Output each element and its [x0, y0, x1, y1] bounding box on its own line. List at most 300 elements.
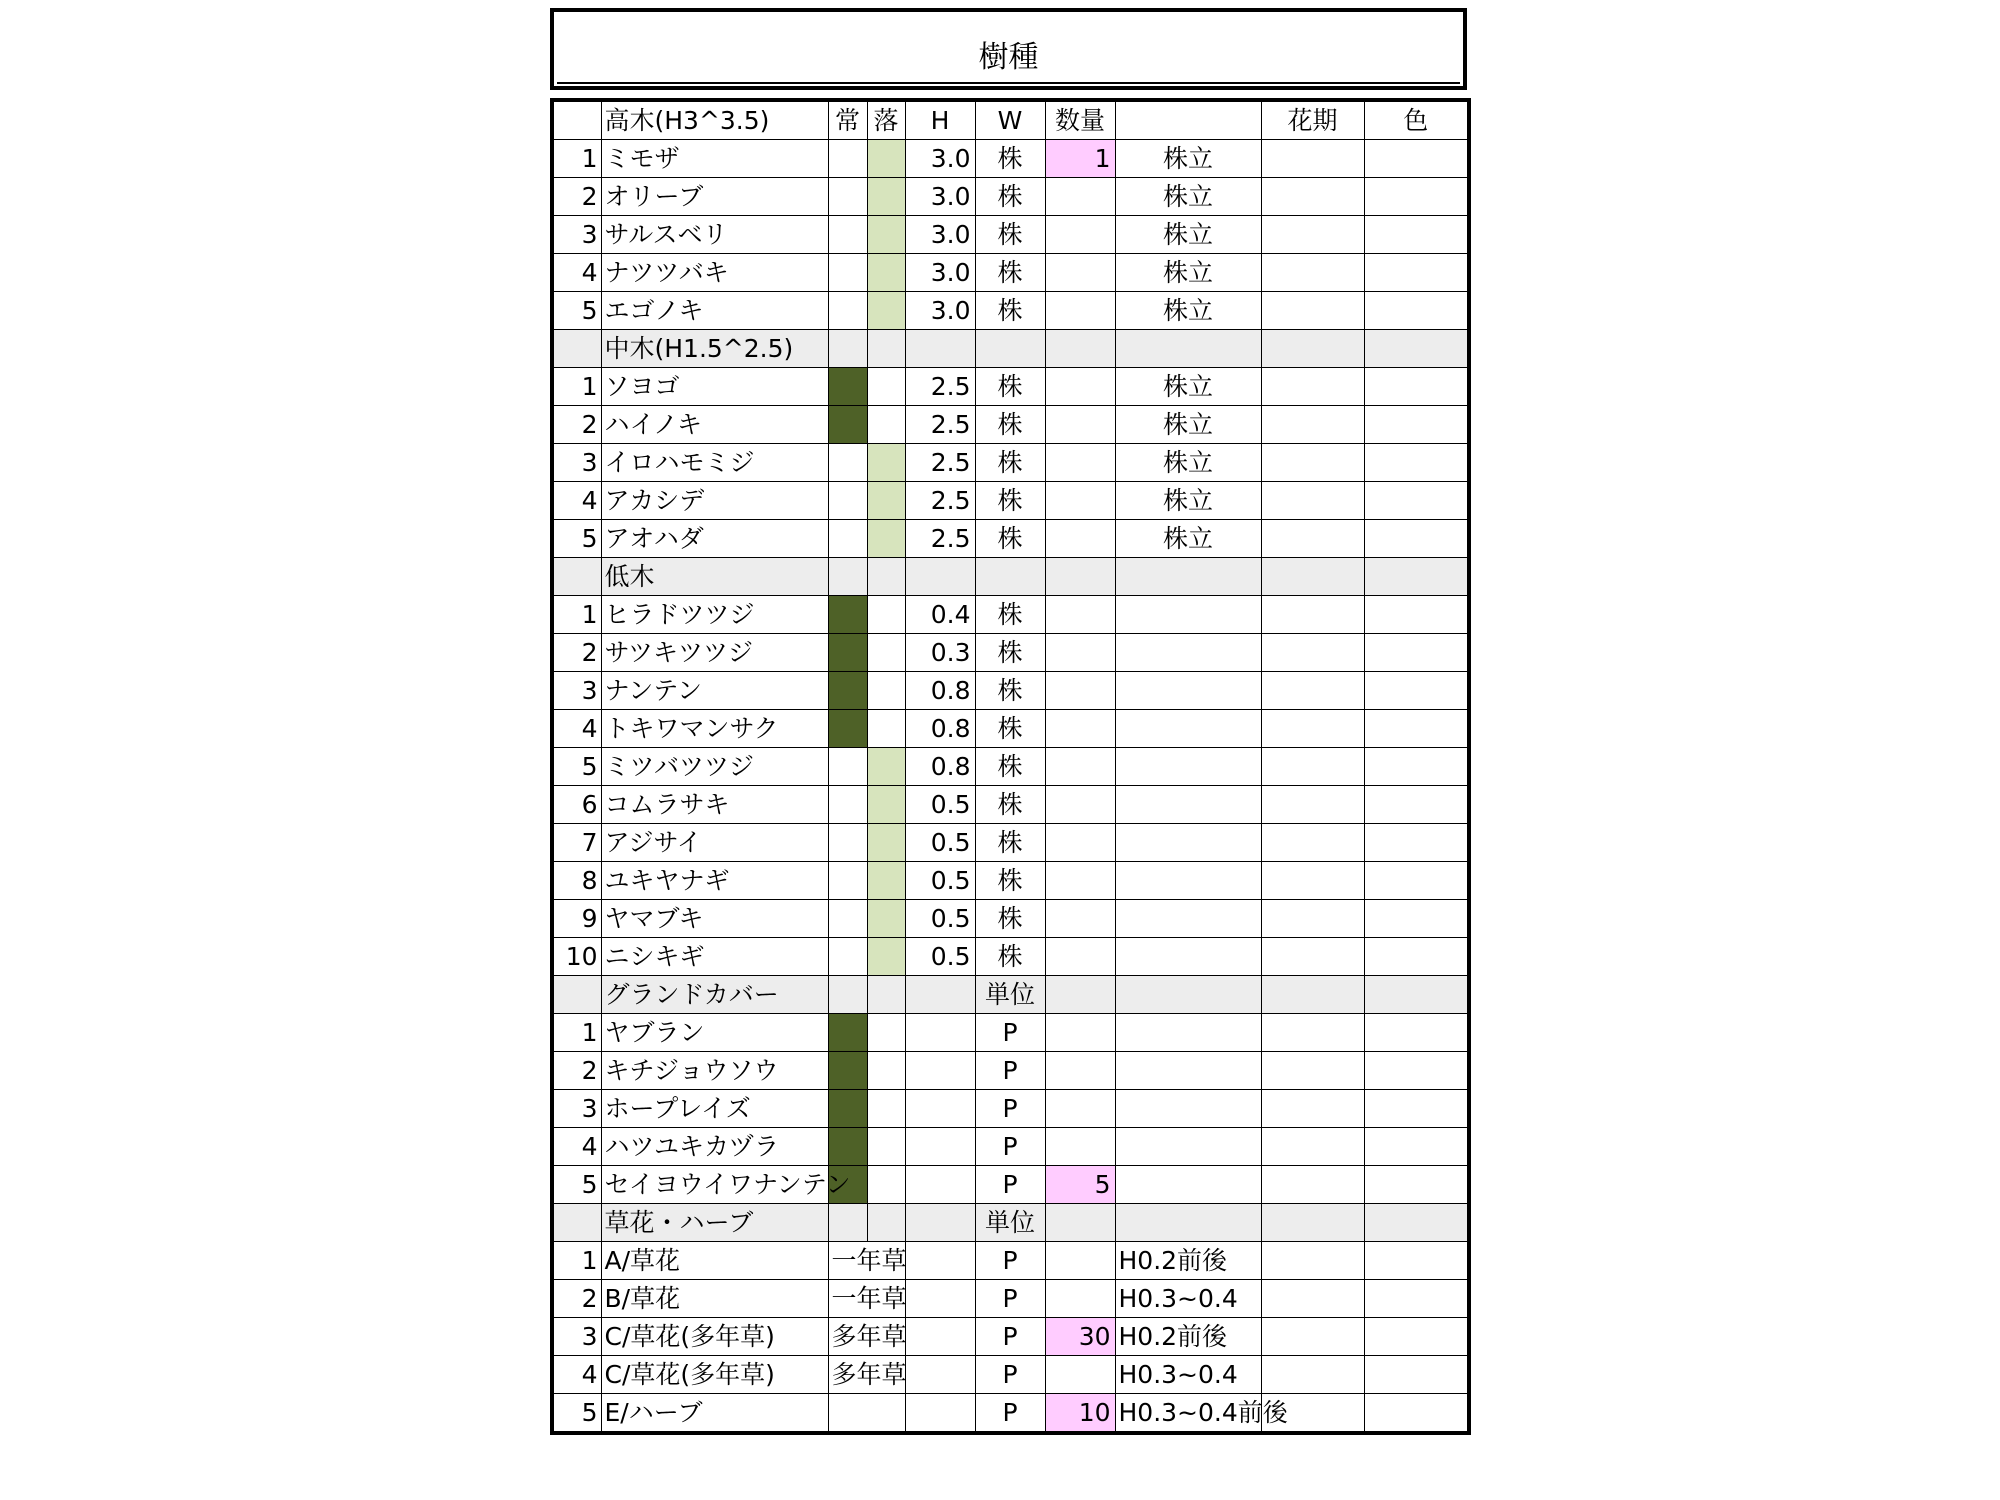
header-flower-season: 花期 — [1261, 100, 1364, 140]
width-unit: 株 — [975, 672, 1045, 710]
row-number: 9 — [552, 900, 601, 938]
color-cell — [1364, 596, 1469, 634]
quantity-value — [1045, 368, 1115, 406]
category-no-cell — [552, 1204, 601, 1242]
table-row — [552, 292, 1469, 330]
table-row — [552, 1280, 1469, 1318]
species-name-text: ヒラドツツジ — [604, 600, 755, 629]
quantity-value — [1045, 444, 1115, 482]
color-cell — [1364, 748, 1469, 786]
table-row — [552, 1318, 1469, 1356]
species-name-text: ヤブラン — [604, 1018, 705, 1047]
row-number: 2 — [552, 178, 601, 216]
category-flower-cell — [1261, 1204, 1364, 1242]
deciduous-marker — [867, 482, 905, 520]
table-row — [552, 634, 1469, 672]
note-value: 株立 — [1115, 368, 1261, 406]
category-row — [552, 976, 1469, 1014]
width-unit: 株 — [975, 938, 1045, 976]
category-color-cell — [1364, 1204, 1469, 1242]
quantity-value — [1045, 710, 1115, 748]
evergreen-marker — [828, 1052, 867, 1090]
row-number: 4 — [552, 710, 601, 748]
flower-season-cell — [1261, 672, 1364, 710]
height-value — [905, 1090, 975, 1128]
quantity-value — [1045, 1280, 1115, 1318]
quantity-value — [1045, 178, 1115, 216]
color-cell — [1364, 862, 1469, 900]
deciduous-marker — [867, 444, 905, 482]
row-number: 10 — [552, 938, 601, 976]
evergreen-marker — [828, 292, 867, 330]
height-value: 3.0 — [905, 292, 975, 330]
evergreen-marker — [828, 900, 867, 938]
table-row — [552, 406, 1469, 444]
deciduous-marker — [867, 862, 905, 900]
color-cell — [1364, 1052, 1469, 1090]
category-h-cell — [905, 976, 975, 1014]
quantity-value — [1045, 672, 1115, 710]
species-name — [601, 406, 828, 444]
flower-season-cell — [1261, 1052, 1364, 1090]
width-unit: 株 — [975, 634, 1045, 672]
row-number: 2 — [552, 634, 601, 672]
table-row — [552, 1128, 1469, 1166]
species-name — [601, 1356, 828, 1394]
evergreen-marker — [828, 482, 867, 520]
quantity-value: 10 — [1045, 1394, 1115, 1434]
flower-season-cell — [1261, 634, 1364, 672]
table-row — [552, 938, 1469, 976]
quantity-value: 1 — [1045, 140, 1115, 178]
category-qty-cell — [1045, 976, 1115, 1014]
note-value — [1115, 862, 1261, 900]
quantity-value — [1045, 216, 1115, 254]
header-note — [1115, 100, 1261, 140]
species-table-body — [552, 100, 1469, 1433]
row-number: 3 — [552, 444, 601, 482]
deciduous-marker — [867, 748, 905, 786]
height-value: 0.8 — [905, 710, 975, 748]
quantity-value — [1045, 900, 1115, 938]
note-value: H0.3~0.4 — [1115, 1356, 1261, 1394]
species-name-text: サルスベリ — [604, 220, 728, 249]
deciduous-marker — [867, 900, 905, 938]
species-name-text: キチジョウソウ — [604, 1056, 779, 1085]
category-label: 中木(H1.5^2.5) — [601, 330, 828, 368]
quantity-value — [1045, 938, 1115, 976]
height-value: 2.5 — [905, 444, 975, 482]
category-h-cell — [905, 558, 975, 596]
category-no-cell — [552, 330, 601, 368]
color-cell — [1364, 1394, 1469, 1434]
species-name — [601, 1052, 828, 1090]
flower-season-cell — [1261, 596, 1364, 634]
width-unit: P — [975, 1242, 1045, 1280]
species-name-text: ナツツバキ — [604, 258, 729, 287]
height-value: 3.0 — [905, 140, 975, 178]
evergreen-marker — [828, 216, 867, 254]
row-number: 7 — [552, 824, 601, 862]
deciduous-marker — [867, 368, 905, 406]
species-name — [601, 178, 828, 216]
quantity-value: 30 — [1045, 1318, 1115, 1356]
note-value: 株立 — [1115, 292, 1261, 330]
note-value — [1115, 824, 1261, 862]
species-name-text: エゴノキ — [604, 296, 704, 325]
evergreen-marker — [828, 786, 867, 824]
note-value: 株立 — [1115, 216, 1261, 254]
species-name — [601, 520, 828, 558]
table-row — [552, 862, 1469, 900]
color-cell — [1364, 216, 1469, 254]
table-row — [552, 1052, 1469, 1090]
deciduous-marker — [867, 1166, 905, 1204]
species-name — [601, 786, 828, 824]
height-value: 0.5 — [905, 938, 975, 976]
species-name-text: C/草花(多年草) — [604, 1322, 775, 1351]
species-name-text: ホープレイズ — [604, 1094, 751, 1123]
note-value — [1115, 786, 1261, 824]
quantity-value — [1045, 1090, 1115, 1128]
note-value — [1115, 672, 1261, 710]
flower-season-cell — [1261, 862, 1364, 900]
quantity-value — [1045, 748, 1115, 786]
width-unit: 株 — [975, 900, 1045, 938]
quantity-value — [1045, 1052, 1115, 1090]
height-value: 2.5 — [905, 406, 975, 444]
species-name-text: ソヨゴ — [604, 372, 680, 401]
species-name — [601, 444, 828, 482]
evergreen-marker — [828, 406, 867, 444]
color-cell — [1364, 444, 1469, 482]
deciduous-marker — [867, 216, 905, 254]
width-unit: P — [975, 1090, 1045, 1128]
table-row — [552, 254, 1469, 292]
table-row — [552, 596, 1469, 634]
category-no-cell — [552, 558, 601, 596]
category-qty-cell — [1045, 1204, 1115, 1242]
evergreen-marker — [828, 1014, 867, 1052]
quantity-value — [1045, 824, 1115, 862]
species-name-text: セイヨウイワナンテン — [604, 1170, 851, 1199]
quantity-value — [1045, 786, 1115, 824]
note-value — [1115, 1090, 1261, 1128]
species-name-text: ハイノキ — [604, 410, 703, 439]
color-cell — [1364, 406, 1469, 444]
flower-season-cell — [1261, 216, 1364, 254]
height-value: 3.0 — [905, 254, 975, 292]
species-name-text: アジサイ — [604, 828, 702, 857]
table-row — [552, 216, 1469, 254]
color-cell — [1364, 1090, 1469, 1128]
evergreen-marker — [828, 672, 867, 710]
note-value: 株立 — [1115, 444, 1261, 482]
category-qty-cell — [1045, 330, 1115, 368]
species-name — [601, 1242, 828, 1280]
evergreen-marker — [828, 140, 867, 178]
species-name — [601, 292, 828, 330]
species-name-text: アオハダ — [604, 524, 704, 553]
deciduous-marker — [867, 1014, 905, 1052]
color-cell — [1364, 1128, 1469, 1166]
height-value: 0.5 — [905, 786, 975, 824]
width-unit: 株 — [975, 786, 1045, 824]
note-value: 株立 — [1115, 254, 1261, 292]
table-row — [552, 824, 1469, 862]
header-deciduous: 落 — [867, 100, 905, 140]
category-no-cell — [552, 976, 601, 1014]
color-cell — [1364, 824, 1469, 862]
height-value: 0.8 — [905, 672, 975, 710]
height-value: 2.5 — [905, 368, 975, 406]
header-no-cell — [552, 100, 601, 140]
deciduous-marker — [867, 672, 905, 710]
category-note-cell — [1115, 330, 1261, 368]
category-row — [552, 330, 1469, 368]
height-value: 0.5 — [905, 824, 975, 862]
species-name-text: C/草花(多年草) — [604, 1360, 775, 1389]
note-value: H0.3~0.4前後 — [1115, 1394, 1261, 1434]
quantity-value — [1045, 862, 1115, 900]
width-unit: 株 — [975, 748, 1045, 786]
note-value: H0.2前後 — [1115, 1318, 1261, 1356]
species-name-text: ヤマブキ — [604, 904, 704, 933]
table-row — [552, 1090, 1469, 1128]
header-row — [552, 100, 1469, 140]
note-value — [1115, 634, 1261, 672]
quantity-value — [1045, 292, 1115, 330]
note-value — [1115, 1052, 1261, 1090]
header-group-label: 高木(H3^3.5) — [601, 100, 828, 140]
species-name — [601, 482, 828, 520]
row-number: 6 — [552, 786, 601, 824]
row-number: 1 — [552, 368, 601, 406]
row-number: 1 — [552, 1014, 601, 1052]
note-value: 株立 — [1115, 482, 1261, 520]
evergreen-marker — [828, 710, 867, 748]
species-name — [601, 900, 828, 938]
table-row — [552, 178, 1469, 216]
deciduous-marker — [867, 634, 905, 672]
row-number: 5 — [552, 292, 601, 330]
flower-season-cell — [1261, 292, 1364, 330]
row-number: 1 — [552, 596, 601, 634]
species-name-text: コムラサキ — [604, 790, 730, 819]
row-number: 5 — [552, 520, 601, 558]
width-unit: 株 — [975, 368, 1045, 406]
flower-season-cell — [1261, 748, 1364, 786]
row-number: 1 — [552, 1242, 601, 1280]
species-name — [601, 748, 828, 786]
width-unit: 株 — [975, 140, 1045, 178]
height-value — [905, 1166, 975, 1204]
evergreen-marker — [828, 254, 867, 292]
height-value: 2.5 — [905, 520, 975, 558]
flower-season-cell — [1261, 1242, 1364, 1280]
color-cell — [1364, 1356, 1469, 1394]
row-number: 4 — [552, 1356, 601, 1394]
deciduous-marker — [867, 786, 905, 824]
width-unit: P — [975, 1356, 1045, 1394]
flower-season-cell — [1261, 140, 1364, 178]
width-unit: 株 — [975, 710, 1045, 748]
width-unit: 株 — [975, 444, 1045, 482]
note-value — [1115, 938, 1261, 976]
plant-kind: 一年草 — [828, 1280, 905, 1318]
species-name-text: ナンテン — [604, 676, 703, 705]
flower-season-cell — [1261, 1090, 1364, 1128]
height-value: 3.0 — [905, 216, 975, 254]
category-decid-cell — [867, 330, 905, 368]
height-value: 0.5 — [905, 862, 975, 900]
table-row — [552, 786, 1469, 824]
color-cell — [1364, 900, 1469, 938]
quantity-value — [1045, 254, 1115, 292]
category-unit-label: 単位 — [975, 976, 1045, 1014]
deciduous-marker — [867, 596, 905, 634]
flower-season-cell — [1261, 520, 1364, 558]
category-color-cell — [1364, 330, 1469, 368]
color-cell — [1364, 786, 1469, 824]
width-unit: P — [975, 1318, 1045, 1356]
quantity-value — [1045, 1014, 1115, 1052]
category-h-cell — [905, 330, 975, 368]
plant-kind: 一年草 — [828, 1242, 905, 1280]
species-name-text: ニシキギ — [604, 942, 705, 971]
species-name — [601, 824, 828, 862]
width-unit: 株 — [975, 216, 1045, 254]
width-unit: 株 — [975, 406, 1045, 444]
deciduous-marker — [867, 1128, 905, 1166]
table-row — [552, 1166, 1469, 1204]
note-value — [1115, 900, 1261, 938]
note-value — [1115, 710, 1261, 748]
category-decid-cell — [867, 558, 905, 596]
color-cell — [1364, 292, 1469, 330]
category-flower-cell — [1261, 976, 1364, 1014]
species-name — [601, 672, 828, 710]
evergreen-marker — [828, 1090, 867, 1128]
row-number: 4 — [552, 1128, 601, 1166]
table-row — [552, 900, 1469, 938]
color-cell — [1364, 178, 1469, 216]
deciduous-marker — [867, 1090, 905, 1128]
species-name — [601, 710, 828, 748]
species-name — [601, 1166, 851, 1204]
row-number: 4 — [552, 482, 601, 520]
color-cell — [1364, 672, 1469, 710]
evergreen-marker — [828, 1128, 867, 1166]
category-ever-cell — [828, 558, 867, 596]
species-name — [601, 140, 828, 178]
category-ever-cell — [828, 976, 867, 1014]
quantity-value — [1045, 634, 1115, 672]
evergreen-marker — [828, 862, 867, 900]
species-name — [601, 1128, 828, 1166]
table-row — [552, 444, 1469, 482]
flower-season-cell — [1261, 1318, 1364, 1356]
header-evergreen: 常 — [828, 100, 867, 140]
species-name — [601, 1090, 828, 1128]
row-number: 4 — [552, 254, 601, 292]
flower-season-cell — [1261, 900, 1364, 938]
sheet-title: 樹種 — [978, 40, 1039, 75]
species-name-text: アカシデ — [604, 486, 705, 515]
table-row — [552, 482, 1469, 520]
width-unit: 株 — [975, 178, 1045, 216]
note-value — [1115, 1014, 1261, 1052]
note-value — [1115, 748, 1261, 786]
evergreen-marker — [828, 938, 867, 976]
color-cell — [1364, 254, 1469, 292]
header-height: H — [905, 100, 975, 140]
color-cell — [1364, 140, 1469, 178]
category-color-cell — [1364, 558, 1469, 596]
species-name — [601, 216, 828, 254]
category-label: 草花・ハーブ — [601, 1204, 828, 1242]
height-cell — [905, 1242, 975, 1280]
note-value — [1115, 1128, 1261, 1166]
evergreen-marker — [828, 444, 867, 482]
category-unit-label: 単位 — [975, 1204, 1045, 1242]
species-name — [601, 368, 828, 406]
species-name-text: ユキヤナギ — [604, 866, 730, 895]
flower-season-cell — [1261, 1166, 1364, 1204]
header-width: W — [975, 100, 1045, 140]
quantity-value — [1045, 520, 1115, 558]
deciduous-marker — [867, 1052, 905, 1090]
category-decid-cell — [867, 1204, 905, 1242]
height-value: 2.5 — [905, 482, 975, 520]
row-number: 5 — [552, 748, 601, 786]
species-name-text: A/草花 — [604, 1246, 681, 1275]
width-unit: 株 — [975, 292, 1045, 330]
width-unit: P — [975, 1128, 1045, 1166]
color-cell — [1364, 1318, 1469, 1356]
deciduous-marker — [867, 824, 905, 862]
category-unit-label — [975, 330, 1045, 368]
deciduous-marker — [867, 406, 905, 444]
table-row — [552, 672, 1469, 710]
category-row — [552, 558, 1469, 596]
width-unit: P — [975, 1280, 1045, 1318]
note-value: 株立 — [1115, 406, 1261, 444]
row-number: 3 — [552, 216, 601, 254]
deciduous-marker — [867, 710, 905, 748]
species-name-text: E/ハーブ — [604, 1398, 703, 1427]
species-name-text: B/草花 — [604, 1284, 681, 1313]
color-cell — [1364, 634, 1469, 672]
color-cell — [1364, 520, 1469, 558]
category-note-cell — [1115, 1204, 1261, 1242]
deciduous-marker — [867, 520, 905, 558]
flower-season-cell — [1261, 786, 1364, 824]
quantity-value — [1045, 1356, 1115, 1394]
row-number: 5 — [552, 1166, 601, 1204]
category-h-cell — [905, 1204, 975, 1242]
width-unit: 株 — [975, 824, 1045, 862]
width-unit: 株 — [975, 862, 1045, 900]
category-ever-cell — [828, 1204, 867, 1242]
species-name-text: ハツユキカヅラ — [604, 1132, 780, 1161]
width-unit: P — [975, 1014, 1045, 1052]
row-number: 2 — [552, 406, 601, 444]
note-value: 株立 — [1115, 140, 1261, 178]
flower-season-cell — [1261, 368, 1364, 406]
width-unit: P — [975, 1394, 1045, 1434]
evergreen-marker — [828, 520, 867, 558]
